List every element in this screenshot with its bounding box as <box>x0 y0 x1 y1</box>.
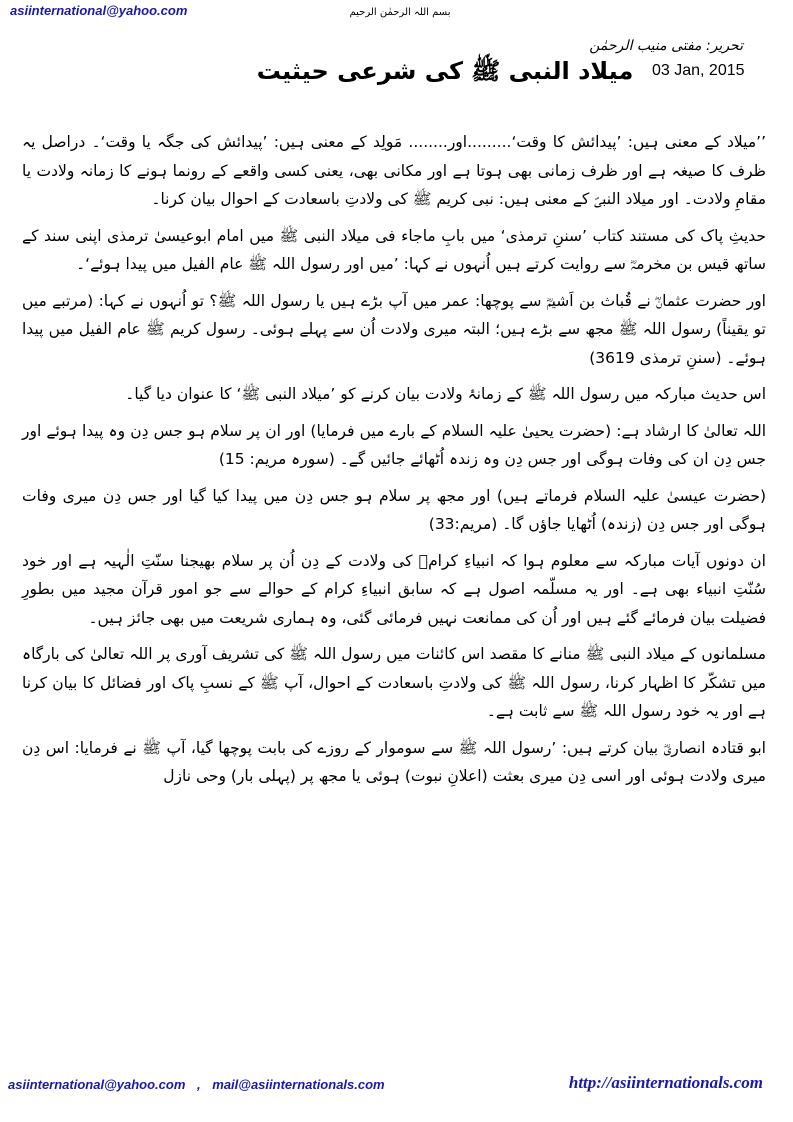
author-line: تحریر: مفتی منیب الرحمٰن <box>589 38 743 54</box>
paragraph: اس حدیث مبارکہ میں رسول اللہ ﷺ کے زمانۂ ولادت بیان کرنے کو ’میلاد النبی ﷺ‘ کا عنوان دیا گیا۔ <box>125 385 766 403</box>
paragraph: ابو قتادہ انصاریؓ بیان کرتے ہیں: ’رسول اللہ ﷺ سے سوموار کے روزے کی بابت پوچھا گیا، آپ ﷺ نے فرمایا: اس دِن میری ولادت ہوئی اور اسی دِن میری بعثت (اعلانِ نبوت) ہوئی یا مجھ پر (پہلی بار) وحی نازل <box>22 738 766 785</box>
publish-date: 03 Jan, 2015 <box>652 62 745 79</box>
paragraph: (حضرت عیسیٰ علیہ السلام فرماتے ہیں) اور مجھ پر سلام ہو جس دِن میں پیدا کیا گیا اور جس دِن میری وفات ہوگی اور جس دِن (زندہ) اُٹھایا جاؤں گا۔ (مریم:33) <box>22 486 766 533</box>
article-title: میلاد النبی ﷺ کی شرعی حیثیت <box>256 57 634 85</box>
paragraph: اور حضرت عثمانؓ نے قُباث بن اَشیمؓ سے پوچھا: عمر میں آپ بڑے ہیں یا رسول اللہ ﷺ؟ تو اُنہوں نے کہا: (مرتبے میں تو یقیناً) رسول اللہ ﷺ مجھ سے بڑے ہیں؛ البتہ میری ولادت اُن سے پہلے ہوئی۔ رسول کریم ﷺ عام الفیل میں پیدا ہوئے۔ (سننِ ترمذی 3619) <box>22 291 766 367</box>
paragraph: ’’میلاد کے معنی ہیں: ’پیدائش کا وقت‘.........اور........ مَولِد کے معنی ہیں: ’پیدائش کی جگہ یا وقت‘۔ دراصل یہ ظرف کا صیغہ ہے اور ظرف زمانی بھی ہوتا ہے اور مکانی بھی، یعنی کسی واقعے کے رونما ہونے کا زمانہ ولادت یا مقامِ ولادت۔ اور میلاد النبیؐ کے معنی ہیں: نبی کریم ﷺ کی ولادتِ باسعادت کے احوال بیان کرنا۔ <box>22 133 766 208</box>
paragraph: حدیثِ پاک کی مستند کتاب ’سننِ ترمذی‘ میں بابِ ماجاء فی میلاد النبی ﷺ میں امام ابوعیسیٰ ترمذی اپنی سند کے ساتھ قیس بن مخرمہؓ سے روایت کرتے ہیں اُنہوں نے کہا: ’میں اور رسول اللہ ﷺ عام الفیل میں پیدا ہوئے‘۔ <box>22 226 766 273</box>
footer-website-link[interactable]: http://asiinternationals.com <box>568 1073 763 1092</box>
paragraph: اللہ تعالیٰ کا ارشاد ہے: (حضرت یحییٰ علیہ السلام کے بارے میں فرمایا) اور ان پر سلام ہو جس دِن وہ پیدا ہوئے اور جس دِن ان کی وفات ہوگی اور جس دِن وہ زندہ اُٹھائے جائیں گے۔ (سورہ مریم: 15) <box>22 421 766 468</box>
bismillah-text: بسم اللہ الرحمٰن الرحیم <box>349 7 451 18</box>
paragraph: ان دونوں آیات مبارکہ سے معلوم ہوا کہ انبیاءِ کرامؑ کی ولادت کے دِن اُن پر سلام بھیجنا سنّتِ الٰہیہ ہے اور خود سُنّتِ انبیاء بھی ہے۔ اور یہ مسلّمہ اصول ہے کہ سابق انبیاءِ کرام کے حوالے سے جو امور قرآن مجید میں بطورِ فضیلت بیان فرمائے گئے ہیں اور اُن کی ممانعت نہیں فرمائی گئی، وہ ہماری شریعت میں بھی جائز ہیں۔ <box>22 551 766 627</box>
footer-emails <box>8 1077 393 1092</box>
paragraph: مسلمانوں کے میلاد النبی ﷺ منانے کا مقصد اس کائنات میں رسول اللہ ﷺ کی تشریف آوری پر اللہ تعالیٰ کی بارگاہ میں تشکّر کا اظہار کرنا، رسول اللہ ﷺ کی ولادتِ باسعادت کے احوال، آپ ﷺ کے نسبِ پاک اور فضائل کا بیان کرنا ہے اور یہ خود رسول اللہ ﷺ سے ثابت ہے۔ <box>22 645 766 720</box>
footer-email-link-2[interactable]: mail@asiinternationals.com <box>212 1077 385 1092</box>
footer-email-link-1[interactable]: asiinternational@yahoo.com <box>8 1077 186 1092</box>
article-body <box>22 128 766 799</box>
header-email-link[interactable]: asiinternational@yahoo.com <box>10 3 188 18</box>
footer-separator: , <box>197 1077 201 1092</box>
